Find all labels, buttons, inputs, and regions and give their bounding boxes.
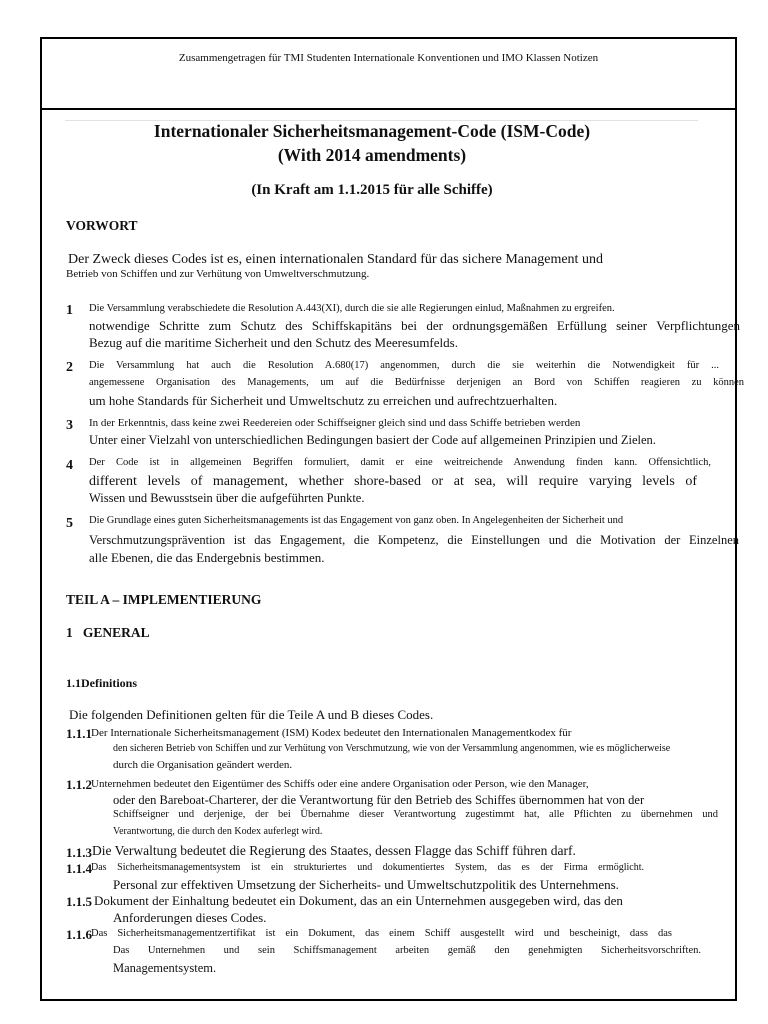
definition-line: Managementsystem. [113, 961, 217, 975]
paragraph-line: In der Erkenntnis, dass keine zwei Reedereien oder Schiffseigner gleich sind und dass Schiffe betrieben werden [89, 417, 581, 429]
paragraph-line: um hohe Standards für Sicherheit und Umweltschutz zu erreichen und aufrechtzuerhalten. [89, 393, 558, 408]
definition-line: Unternehmen bedeutet den Eigentümer des Schiffs oder eine andere Organisation oder Person, wie den Manager, [91, 778, 589, 790]
definition-line: Verantwortung, die durch den Kodex auferlegt wird. [113, 826, 323, 837]
definitions-heading: 1.1Definitions [66, 676, 138, 690]
vorwort-text-line-1: Der Zweck dieses Codes ist es, einen internationalen Standard für das sichere Management und [68, 252, 603, 267]
definition-line: Das Sicherheitsmanagementzertifikat ist ein Dokument, das einem Schiff ausgestellt wird und bescheinigt, dass das [91, 928, 672, 939]
definition-line: Personal zur effektiven Umsetzung der Sicherheits- und Umweltschutzpolitik des Unternehmens. [113, 877, 619, 892]
definition-line: Der Internationale Sicherheitsmanagement (ISM) Kodex bedeutet den Internationalen Managementkodex für [91, 727, 572, 739]
paragraph-number: 3 [66, 418, 73, 433]
paragraph-line: Der Code ist in allgemeinen Begriffen formuliert, damit er eine weitreichende Anwendung finden kann. Offensichtlich, [89, 457, 711, 468]
definition-number: 1.1.6 [66, 927, 92, 942]
definition-line: Schiffseigner und derjenige, der bei Übernahme dieser Verantwortung zugestimmt hat, alle Pflichten zu übernehmen und [113, 809, 718, 820]
definition-line: Das Sicherheitsmanagementsystem ist ein strukturiertes und dokumentiertes System, das es der Firma ermöglicht. [91, 862, 644, 873]
paragraph-number: 5 [66, 516, 73, 531]
section-heading: TEIL A – IMPLEMENTIERUNG [66, 592, 262, 607]
paragraph-number: 1 [66, 303, 73, 318]
paragraph-line: angemessene Organisation des Managements, um auf die Bedürfnisse derjenigen an Bord von Schiffen reagieren zu können [89, 377, 744, 388]
definition-number: 1.1.1 [66, 726, 92, 741]
paragraph-line: Die Grundlage eines guten Sicherheitsmanagements ist das Engagement von ganz oben. In Angelegenheiten der Sicherheit und [89, 515, 624, 526]
definition-line: Die Verwaltung bedeutet die Regierung des Staates, dessen Flagge das Schiff führen darf. [92, 843, 576, 858]
definition-line: Das Unternehmen und sein Schiffsmanagement arbeiten gemäß den genehmigten Sicherheitsvorschriften. [113, 945, 701, 956]
vorwort-heading: VORWORT [66, 218, 138, 233]
paragraph-line: Bezug auf die maritime Sicherheit und den Schutz des Meeresumfelds. [89, 335, 458, 350]
definition-number: 1.1.3 [66, 845, 92, 860]
definition-line: den sicheren Betrieb von Schiffen und zur Verhütung von Verschmutzung, wie von der Versammlung angenommen, wie es möglicherweise [113, 743, 671, 754]
document-subtitle: (With 2014 amendments) [277, 145, 467, 165]
header-divider [42, 108, 735, 110]
definitions-intro: Die folgenden Definitionen gelten für die Teile A und B dieses Codes. [69, 707, 434, 722]
definition-number: 1.1.2 [66, 777, 92, 792]
paragraph-line: Die Versammlung verabschiedete die Resolution A.443(XI), durch die sie alle Regierungen einlud, Maßnahmen zu ergreifen. [89, 303, 615, 314]
subsection-heading: 1 GENERAL [66, 625, 150, 640]
definition-line: oder den Bareboat-Charterer, der die Verantwortung für den Betrieb des Schiffes übernommen hat von der [113, 793, 645, 807]
definition-line: Anforderungen dieses Codes. [113, 910, 267, 925]
paragraph-number: 4 [66, 458, 73, 473]
definition-line: durch die Organisation geändert werden. [113, 759, 293, 771]
definition-number: 1.1.4 [66, 861, 92, 876]
paragraph-line: Wissen und Bewusstsein über die aufgeführten Punkte. [89, 491, 365, 505]
document-title: Internationaler Sicherheitsmanagement-Code (ISM-Code) [153, 121, 591, 141]
definition-number: 1.1.5 [66, 894, 92, 909]
paragraph-line: different levels of management, whether shore-based or at sea, will require varying levels of [89, 474, 697, 489]
paragraph-line: Verschmutzungsprävention ist das Engagement, die Kompetenz, die Einstellungen und die Motivation der Einzelnen [89, 533, 739, 547]
effective-date-line: (In Kraft am 1.1.2015 für alle Schiffe) [251, 182, 493, 198]
vorwort-text-line-2: Betrieb von Schiffen und zur Verhütung von Umweltverschmutzung. [66, 268, 370, 280]
paragraph-number: 2 [66, 360, 73, 375]
paragraph-line: notwendige Schritte zum Schutz des Schiffskapitäns bei der ordnungsgemäßen Erfüllung seiner Verpflichtungen [89, 318, 740, 333]
paragraph-line: Die Versammlung hat auch die Resolution A.680(17) angenommen, durch die sie weiterhin die Notwendigkeit für ... [89, 360, 719, 371]
definition-line: Dokument der Einhaltung bedeutet ein Dokument, das an ein Unternehmen ausgegeben wird, das den [94, 893, 623, 908]
paragraph-line: alle Ebenen, die das Endergebnis bestimmen. [89, 550, 325, 565]
page-header: Zusammengetragen für TMI Studenten Internationale Konventionen und IMO Klassen Notizen [178, 52, 599, 64]
paragraph-line: Unter einer Vielzahl von unterschiedlichen Bedingungen basiert der Code auf allgemeinen Prinzipien und Zielen. [89, 433, 656, 447]
